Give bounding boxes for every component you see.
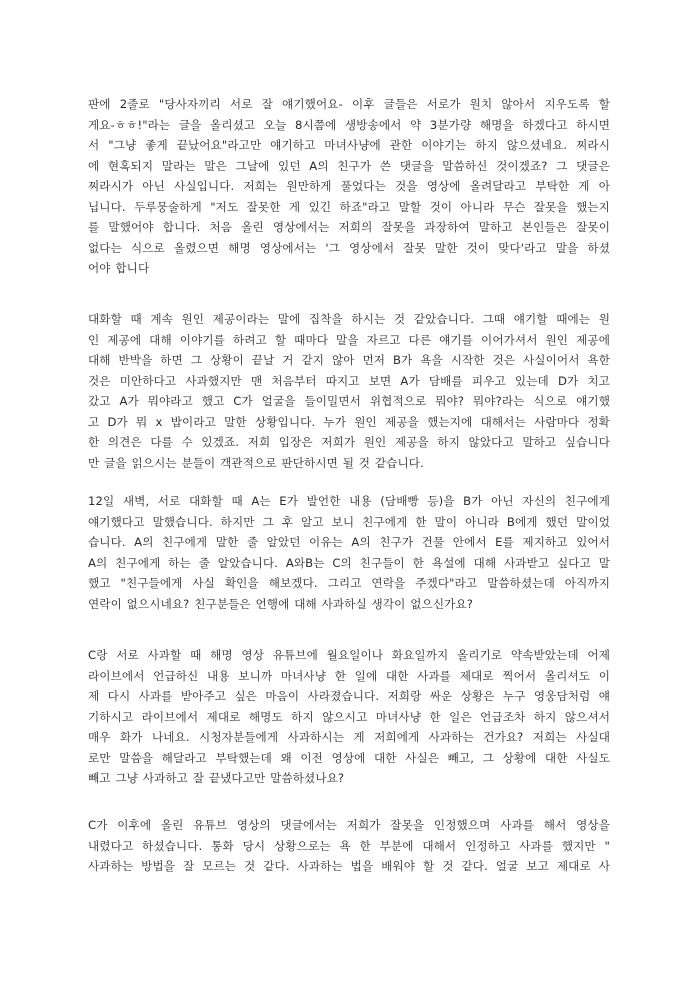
text-line: 에 현혹되지 말라는 말은 그날에 있던 A의 친구가 쓴 댓글을 말씀하신 것이겠죠? 그 댓글은 bbox=[88, 158, 610, 173]
text-line: 로만 말씀을 해달라고 부탁했는데 왜 이전 영상에 대한 사실은 빼고, 그 상황에 대한 사실도 bbox=[88, 750, 610, 765]
text-line: 기하시고 라이브에서 제대로 해명도 하지 않으시고 마녀사냥 한 일은 언급조차 하지 않으셔서 bbox=[88, 709, 610, 724]
text-line: 판에 2줄로 "당사자끼리 서로 잘 얘기했어요- 이후 글들은 서로가 원치 않아서 지우도록 할 bbox=[88, 97, 610, 111]
text-line: 한 의견은 다를 수 있겠죠. 저희 입장은 저희가 원인 제공을 하지 않았다고 말하고 싶습니다 bbox=[88, 435, 610, 449]
text-line: 를 말했어야 합니다. 처음 올린 영상에서는 저희의 잘못을 과장하여 말하고 본인들은 잘못이 bbox=[88, 220, 610, 234]
text-line: 제 다시 사과를 받아주고 싶은 마음이 사라졌습니다. 저희랑 싸운 상황은 누구 영웅담처럼 얘 bbox=[88, 689, 610, 703]
text-line: 빼고 그냥 사과하고 잘 끝냈다고만 말씀하셨나요? bbox=[88, 771, 345, 785]
text-line: A의 친구에게 하는 줄 알았습니다. A와B는 C의 친구들이 한 욕설에 대해 사과받고 싶다고 말 bbox=[88, 555, 610, 570]
text-line: 라이브에서 언급하신 내용 보니까 마녀사냥 한 일에 대한 사과를 제대로 찍어서 올리셔도 이 bbox=[88, 668, 610, 683]
text-line: 얘기했다고 말했습니다. 하지만 그 후 알고 보니 친구에게 한 말이 아니라 B에게 했던 말이었 bbox=[88, 514, 610, 529]
text-line: 없다는 식으로 올렸으면 해명 영상에서는 '그 영상에서 잘못 말한 것이 맞다'라고 말을 하셨 bbox=[88, 240, 610, 255]
paragraph-1 bbox=[88, 94, 610, 279]
text-line: 어야 합니다 bbox=[88, 261, 150, 275]
paragraph-2 bbox=[88, 309, 610, 473]
text-line: 매우 화가 나네요. 시청자분들에게 사과하시는 게 저희에게 사과하는 건가요? 저희는 사실대 bbox=[88, 730, 610, 744]
paragraph-5 bbox=[88, 815, 610, 877]
text-line: 대해 반박을 하면 그 상황이 끝날 거 같지 않아 먼저 B가 욕을 시작한 것은 사실이어서 욕한 bbox=[88, 353, 610, 367]
text-line: 연락이 없으시네요? 친구분들은 언행에 대해 사과하실 생각이 없으신가요? bbox=[88, 596, 473, 611]
text-line: 습니다. A의 친구에게 말한 줄 알았던 이유는 A의 친구가 건물 안에서 E를 제지하고 있어서 bbox=[88, 535, 610, 549]
text-line: 사과하는 방법을 잘 모르는 것 같다. 사과하는 법을 배워야 할 것 같다. 얼굴 보고 제대로 사 bbox=[88, 859, 610, 873]
text-line: 게요-ㅎㅎ!"라는 글을 올리셨고 오늘 8시쯤에 생방송에서 약 3분가량 해명을 하겠다고 하시면 bbox=[88, 117, 610, 132]
text-line: 닙니다. 두루뭉술하게 "저도 잘못한 게 있긴 하죠"라고 말할 것이 아니라 무슨 잘못을 했는지 bbox=[88, 199, 610, 214]
text-line: 인 제공에 대해 이야기를 하려고 할 때마다 말을 자르고 다른 얘기를 이어가셔서 원인 제공에 bbox=[88, 332, 610, 347]
text-line: 서 "그냥 좋게 끝났어요"라고만 얘기하고 마녀사냥에 관한 이야기는 하지 않으셨네요. 찌라시 bbox=[88, 138, 610, 152]
text-line: 갔고 A가 뭐야라고 했고 C가 얼굴을 들이밀면서 위협적으로 뭐야? 뭐야?라는 식으로 얘기했 bbox=[88, 394, 610, 408]
paragraph-3 bbox=[88, 491, 610, 614]
text-line: 했고 "친구들에게 사실 확인을 해보겠다. 그리고 연락을 주겠다"라고 말씀하셨는데 아직까지 bbox=[88, 576, 610, 590]
text-line: 12일 새벽, 서로 대화할 때 A는 E가 발언한 내용 (담배빵 등)을 B가 아닌 자신의 친구에게 bbox=[88, 494, 610, 508]
text-line: 내렸다고 하셨습니다. 통화 당시 상황으로는 욕 한 부분에 대해서 인정하고 사과를 했지만 " bbox=[88, 838, 610, 853]
text-line: C랑 서로 사과할 때 해명 영상 유튜브에 월요일이나 화요일까지 올리기로 약속받았는데 어제 bbox=[88, 648, 610, 662]
text-line: 고 D가 뭐 x 밥이라고 말한 상황입니다. 누가 원인 제공을 했는지에 대해서는 사람마다 정확 bbox=[88, 414, 610, 429]
paragraph-4 bbox=[88, 645, 610, 789]
text-line: 찌라시가 아닌 사실입니다. 저희는 원만하게 풀었다는 것을 영상에 올려달라고 부탁한 게 아 bbox=[88, 179, 610, 193]
text-line: 것은 미안하다고 사과했지만 맨 처음부터 따지고 보면 A가 담배를 피우고 있는데 D가 치고 bbox=[88, 373, 610, 388]
text-line: 대화할 때 계속 원인 제공이라는 말에 집착을 하시는 것 같았습니다. 그때 얘기할 때에는 원 bbox=[88, 312, 610, 326]
text-line: 만 글을 읽으시는 분들이 객관적으로 판단하시면 될 것 같습니다. bbox=[88, 455, 424, 470]
text-line: C가 이후에 올린 유튜브 영상의 댓글에서는 저희가 잘못을 인정했으며 사과를 해서 영상을 bbox=[88, 818, 610, 832]
